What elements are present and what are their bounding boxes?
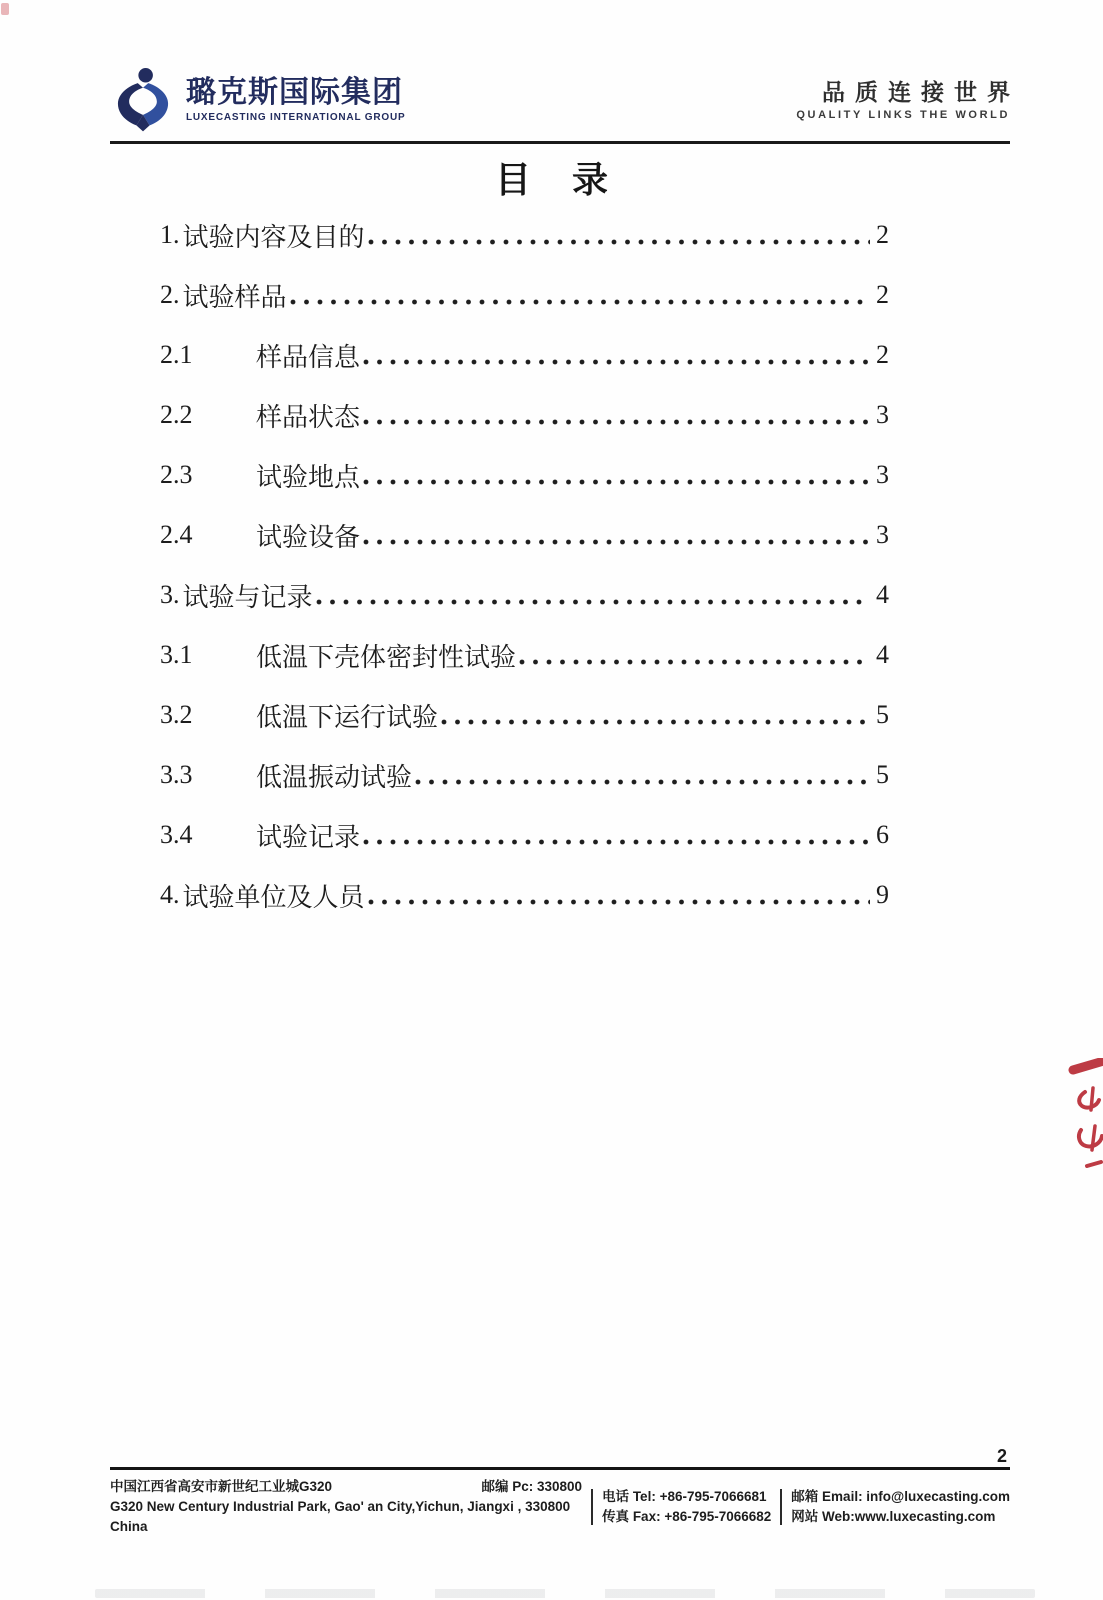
footer-web-block (791, 1487, 1010, 1527)
toc-entry-label: 低温振动试验 (256, 762, 413, 792)
toc-entry-label: 试验设备 (256, 522, 361, 552)
toc-entry (160, 325, 900, 385)
toc-entry-label: 试验与记录 (182, 582, 313, 612)
header-rule (110, 141, 1010, 144)
toc-entry-number: 2.4 (160, 520, 193, 549)
toc-leader (415, 778, 870, 786)
toc-leader (368, 898, 870, 906)
footer-fax: 传真 Fax: +86-795-7066682 (602, 1509, 772, 1524)
toc-entry-page: 9 (876, 880, 889, 909)
page-title: 目 录 (494, 160, 624, 200)
toc-entry-page: 5 (876, 760, 889, 789)
toc-entry-label: 低温下运行试验 (256, 702, 439, 732)
toc-leader (363, 418, 870, 426)
toc-entry-label: 试验样品 (182, 282, 287, 312)
toc-entry (160, 505, 900, 565)
toc-entry-label: 试验单位及人员 (182, 882, 365, 912)
toc-entry-page: 2 (876, 280, 889, 309)
toc-entry-label: 低温下壳体密封性试验 (256, 642, 517, 672)
toc-entry-label: 试验地点 (256, 462, 361, 492)
toc-entry-number: 2.3 (160, 460, 193, 489)
toc-entry-number: 3.3 (160, 760, 193, 789)
toc-entry-label: 试验内容及目的 (182, 222, 365, 252)
toc-entry-page: 3 (876, 460, 889, 489)
toc-leader (519, 658, 870, 666)
toc-entry-number: 1. (160, 220, 180, 249)
toc-leader (363, 478, 870, 486)
footer-tel: 电话 Tel: +86-795-7066681 (602, 1489, 767, 1504)
toc-entry-label: 样品状态 (256, 402, 361, 432)
toc-entry-number: 2. (160, 280, 180, 309)
toc-entry-page: 6 (876, 820, 889, 849)
toc-leader (363, 538, 870, 546)
toc-leader (368, 238, 870, 246)
toc-entry (160, 805, 900, 865)
footer-divider (780, 1489, 782, 1525)
footer-rule (110, 1467, 1010, 1470)
toc-entry-page: 4 (876, 640, 889, 669)
brand-text (186, 76, 405, 123)
footer-divider (591, 1489, 593, 1525)
toc-entry-page: 3 (876, 400, 889, 429)
toc-leader (363, 358, 870, 366)
toc-entry-label: 试验记录 (256, 822, 361, 852)
brand-name-en: LUXECASTING INTERNATIONAL GROUP (186, 111, 406, 123)
toc-entry-number: 3.4 (160, 820, 193, 849)
page-number: 2 (996, 1446, 1007, 1466)
toc-entry (160, 865, 900, 925)
footer-phone-block (602, 1487, 771, 1527)
slogan-en: QUALITY LINKS THE WORLD (796, 109, 1010, 121)
toc-entry-number: 2.1 (160, 340, 193, 369)
brand-name-cn: 璐克斯国际集团 (186, 75, 403, 109)
toc-entry (160, 205, 900, 265)
toc-entry-page: 2 (876, 340, 889, 369)
scan-artifact-corner (1, 3, 9, 15)
toc-entry (160, 625, 900, 685)
toc-entry-number: 4. (160, 880, 180, 909)
footer-address-block (110, 1477, 582, 1537)
scan-artifact-bottom (95, 1589, 1035, 1598)
toc-entry (160, 565, 900, 625)
toc-leader (441, 718, 870, 726)
header-slogan (796, 78, 1020, 121)
toc-leader (363, 838, 870, 846)
toc-entry-page: 3 (876, 520, 889, 549)
toc-leader (316, 598, 870, 606)
toc-entry (160, 685, 900, 745)
company-logo (110, 66, 405, 132)
toc-entry (160, 265, 900, 325)
slogan-cn: 品质连接世界 (822, 79, 1020, 105)
toc-entry-number: 3.1 (160, 640, 193, 669)
toc-entry-number: 3.2 (160, 700, 193, 729)
footer-postcode: 邮编 Pc: 330800 (481, 1479, 583, 1494)
toc-entry (160, 445, 900, 505)
footer-web: 网站 Web:www.luxecasting.com (791, 1509, 996, 1524)
toc-entry-page: 2 (876, 220, 889, 249)
toc-entry (160, 745, 900, 805)
toc-leader (290, 298, 870, 306)
footer-email: 邮箱 Email: info@luxecasting.com (791, 1489, 1010, 1504)
logo-mark-icon (110, 66, 176, 132)
toc-entry-label: 样品信息 (256, 342, 361, 372)
toc-list (160, 205, 900, 925)
toc-entry-number: 2.2 (160, 400, 193, 429)
stamp-remnant (1055, 1058, 1103, 1186)
footer-address-cn: 中国江西省高安市新世纪工业城G320 (110, 1479, 333, 1494)
toc-entry-number: 3. (160, 580, 180, 609)
toc-entry (160, 385, 900, 445)
footer (110, 1477, 1010, 1537)
footer-address-en: G320 New Century Industrial Park, Gao' an City,Yichun, Jiangxi , 330800 China (110, 1499, 571, 1534)
toc-entry-page: 4 (876, 580, 889, 609)
toc-entry-page: 5 (876, 700, 889, 729)
